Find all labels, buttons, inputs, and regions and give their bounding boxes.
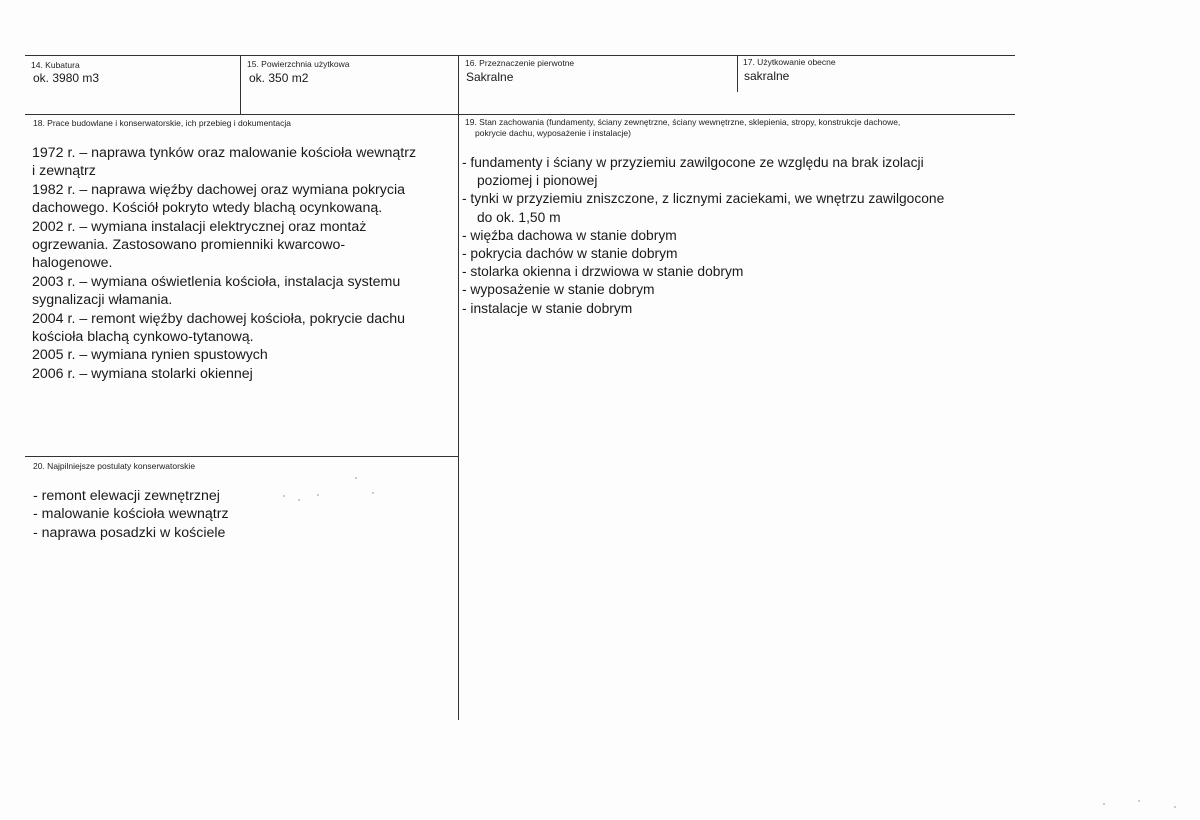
col-divider-16-17 xyxy=(737,55,738,92)
field-14-value: ok. 3980 m3 xyxy=(33,71,100,85)
text-line: 2004 r. – remont więźby dachowej kościoła, pokrycie dachu xyxy=(32,310,406,327)
text-line: 2002 r. – wymiana instalacji elektrycznej oraz montaż xyxy=(32,218,367,235)
field-18-text xyxy=(32,144,452,383)
row-divider-1 xyxy=(25,114,1015,115)
text-line: - pokrycia dachów w stanie dobrym xyxy=(462,246,678,262)
field-16-value: Sakralne xyxy=(466,70,514,84)
text-line: - wyposażenie w stanie dobrym xyxy=(462,282,655,298)
scan-speck xyxy=(298,499,300,501)
text-line: - stolarka okienna i drzwiowa w stanie dobrym xyxy=(462,264,744,280)
scan-speck xyxy=(317,494,319,496)
field-18-label: 18. Prace budowlane i konserwatorskie, ich przebieg i dokumentacja xyxy=(33,118,291,128)
text-line: - więźba dachowa w stanie dobrym xyxy=(462,227,677,243)
field-17-value: sakralne xyxy=(744,69,790,83)
scan-speck xyxy=(372,492,374,494)
text-line: - malowanie kościoła wewnątrz xyxy=(33,506,229,523)
table-top-border xyxy=(25,55,1015,56)
text-line: 1982 r. – naprawa więźby dachowej oraz wymiana pokrycia xyxy=(32,181,406,198)
field-20-label: 20. Najpilniejsze postulaty konserwatorskie xyxy=(33,461,196,471)
field-19-text xyxy=(462,154,1007,318)
col-divider-main xyxy=(458,55,459,720)
text-line: - fundamenty i ściany w przyziemiu zawilgocone ze względu na brak izolacji xyxy=(462,155,924,170)
field-20-text xyxy=(33,487,453,542)
text-line: i zewnątrz xyxy=(32,163,96,180)
scan-speck xyxy=(355,477,357,479)
text-line: - tynki w przyziemiu zniszczone, z licznymi zaciekami, we wnętrzu zawilgocone xyxy=(462,191,945,207)
field-16-label: 16. Przeznaczenie pierwotne xyxy=(465,58,575,68)
field-19-label-line1: 19. Stan zachowania (fundamenty, ściany zewnętrzne, ściany wewnętrzne, sklepienia, stropy, konstrukcje dachowe, xyxy=(465,117,901,127)
scan-speck xyxy=(1174,806,1176,808)
row-divider-2 xyxy=(25,456,458,457)
text-line: dachowego. Kościół pokryto wtedy blachą ocynkowaną. xyxy=(32,200,383,217)
text-line: 1972 r. – naprawa tynków oraz malowanie kościoła wewnątrz xyxy=(32,145,417,161)
field-14-label: 14. Kubatura xyxy=(31,60,80,70)
field-17-label: 17. Użytkowanie obecne xyxy=(743,57,836,67)
text-line: 2006 r. – wymiana stolarki okiennej xyxy=(32,365,253,382)
text-line: ogrzewania. Zastosowano promienniki kwarcowo- xyxy=(32,237,346,254)
field-15-label: 15. Powierzchnia użytkowa xyxy=(247,59,350,69)
scan-speck xyxy=(283,495,285,497)
scan-speck xyxy=(1103,803,1105,805)
text-line: - remont elewacji zewnętrznej xyxy=(33,488,220,504)
scan-speck xyxy=(1138,800,1140,802)
text-line: poziomej i pionowej xyxy=(477,173,598,189)
text-line: - naprawa posadzki w kościele xyxy=(33,524,226,541)
text-line: 2003 r. – wymiana oświetlenia kościoła, instalacja systemu xyxy=(32,273,401,290)
field-19-label-line2: pokrycie dachu, wyposażenie i instalacje) xyxy=(475,128,631,138)
text-line: do ok. 1,50 m xyxy=(477,209,561,225)
col-divider-14-15 xyxy=(240,55,241,114)
text-line: sygnalizacji włamania. xyxy=(32,292,173,309)
text-line: - instalacje w stanie dobrym xyxy=(462,300,633,316)
text-line: 2005 r. – wymiana rynien spustowych xyxy=(32,347,268,364)
text-line: halogenowe. xyxy=(32,255,113,272)
field-15-value: ok. 350 m2 xyxy=(249,71,309,85)
text-line: kościoła blachą cynkowo-tytanową. xyxy=(32,329,254,346)
